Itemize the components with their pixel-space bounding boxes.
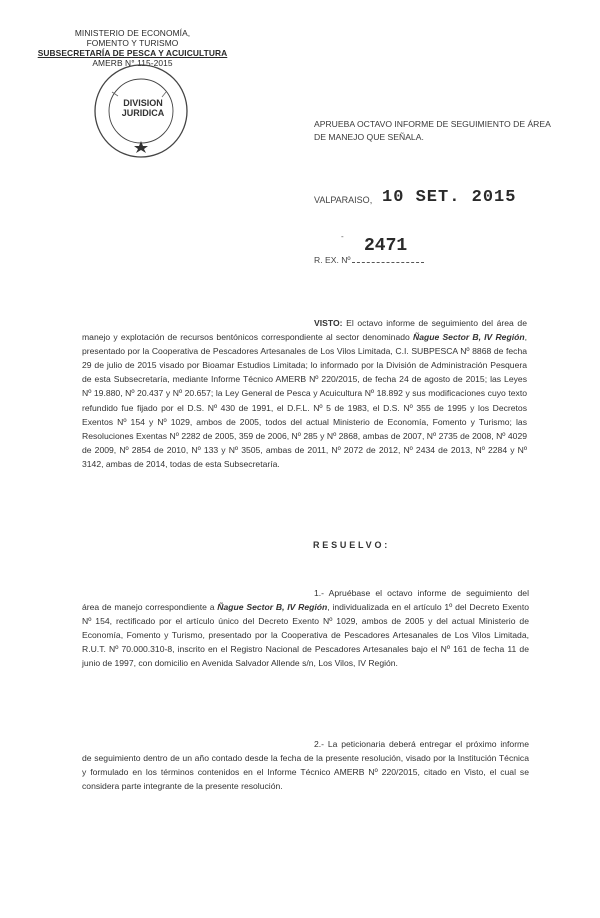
resolution-number-label: R. EX. Nº <box>314 255 351 265</box>
resolution-number-line <box>352 262 424 263</box>
ministry-subtitle: FOMENTO Y TURISMO <box>86 38 179 48</box>
resolution-number: 2471 <box>364 236 408 256</box>
resolution-point-1 <box>82 586 529 671</box>
visto-label: VISTO: <box>314 318 343 328</box>
ministry-name: MINISTERIO DE ECONOMÍA, <box>74 28 191 38</box>
resolution-point-2 <box>82 737 529 793</box>
subsecretary-name: SUBSECRETARÍA DE PESCA Y ACUICULTURA <box>37 48 228 58</box>
point1-text-2: , individualizada en el artículo 1º del Decreto Exento Nº 154, rectificado por el artículo único del Decreto Exento Nº 1029, ambos de 2005 y del actual Ministerio de Economía, Fomento y Turismo, presentado por la Cooperativa de Pescadores Artesanales de Los Vilos Limitada, R.U.T. Nº 70.000.310-8, inscrito en el Registro Nacional de Pescadores Artesanales bajo el Nº 161 de fecha 11 de junio de 1997, con domicilio en Avenida Salvador Allende s/n, Los Vilos, IV Región. <box>82 602 529 669</box>
date-stamp: 10 SET. 2015 <box>382 188 517 207</box>
stamp-label <box>113 98 173 118</box>
rex-dash: - <box>341 232 344 241</box>
place-label: VALPARAISO, <box>314 195 373 205</box>
visto-text-1: El octavo informe de seguimiento del área de manejo y explotación de recursos bentónicos correspondiente al sector denominado <box>82 318 527 343</box>
visto-sector: Ñague Sector B, IV Región <box>412 332 525 343</box>
resolution-subject: APRUEBA OCTAVO INFORME DE SEGUIMIENTO DE ÁREA DE MANEJO QUE SEÑALA. <box>314 119 551 142</box>
stamp-line-2: JURIDICA <box>121 108 165 118</box>
point1-text-1: 1.- Apruébase el octavo informe de seguimiento del área de manejo correspondiente a <box>82 588 529 613</box>
visto-text-2: , presentado por la Cooperativa de Pescadores Artesanales de Los Vilos Limitada, C.I. SUBPESCA Nº 8868 de fecha 29 de julio de 2015 visado por Bioamar Estudios Limitada; lo informado por la División de Administración Pesquera de esta Subsecretaría, mediante Informe Técnico AMERB Nº 220/2015, de fecha 24 de agosto de 2015; las Leyes Nº 19.880, Nº 20.437 y Nº 20.657; la Ley General de Pesca y Acuicultura Nº 18.892 y sus modificaciones cuyo texto refundido fue fijado por el D.S. Nº 430 de 1991, el D.F.L. Nº 5 de 1983, el D.S. Nº 355 de 1995 y los Decretos Exentos Nº 154 y Nº 1029, ambos de 2005, todos del actual Ministerio de Economía, Fomento y Turismo; las Resoluciones Exentas Nº 2282 de 2005, 359 de 2006, Nº 285 y Nº 2868, ambas de 2007, Nº 2735 de 2008, Nº 4029 de 2009, Nº 2854 de 2010, Nº 133 y Nº 3505, ambas de 2011, Nº 2072 de 2012, Nº 2434 de 2013, Nº 2284 y Nº 3142, ambas de 2014, todas de esta Subsecretaría. <box>82 332 527 469</box>
resuelvo-heading: RESUELVO: <box>313 540 391 550</box>
point1-sector: Ñague Sector B, IV Región <box>217 602 328 613</box>
reference-code: AMERB N° 115-2015 <box>92 58 173 68</box>
visto-paragraph <box>82 316 527 471</box>
point2-text: 2.- La peticionaria deberá entregar el próximo informe de seguimiento dentro de un año contado desde la fecha de la presente resolución, visado por la Institución Técnica y formulado en los términos contenidos en el Informe Técnico AMERB Nº 220/2015, citado en Visto, el cual se considera parte integrante de la presente resolución. <box>82 739 529 792</box>
stamp-line-1: DIVISION <box>123 98 163 108</box>
